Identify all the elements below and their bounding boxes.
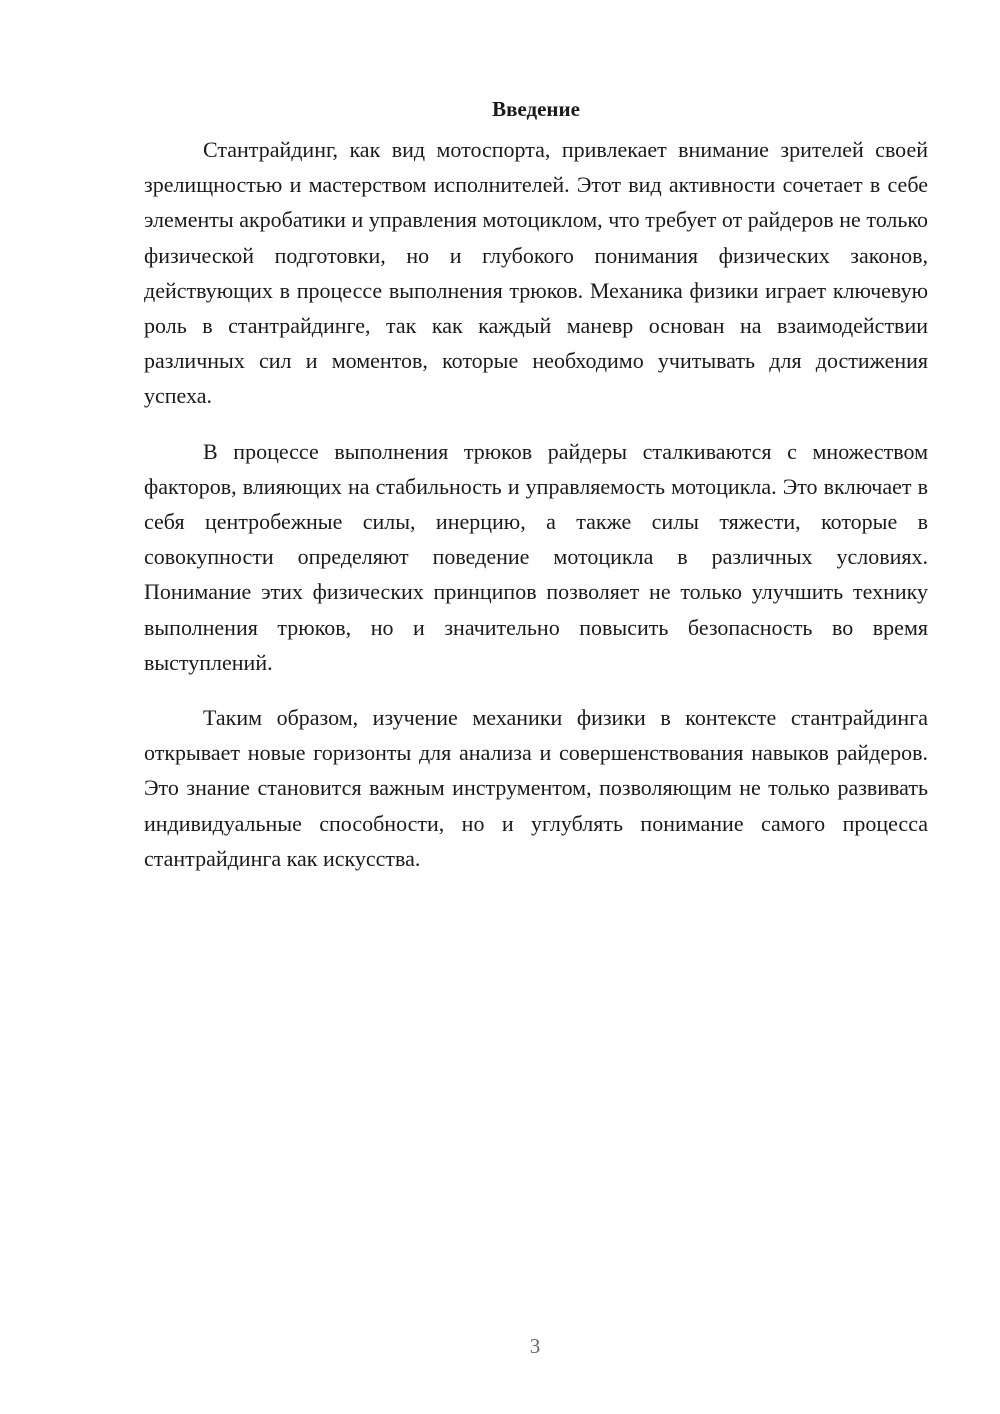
paragraph-1: Стантрайдинг, как вид мотоспорта, привлекает внимание зрителей своей зрелищностью и мастерством исполнителей. Этот вид активности сочетает в себе элементы акробатики и управления мотоциклом, что требует от райдеров не только физической подготовки, но и глубокого понимания физических законов, действующих в процессе выполнения трюков. Механика физики играет ключевую роль в стантрайдинге, так как каждый маневр основан на взаимодействии различных сил и моментов, которые необходимо учитывать для достижения успеха. bbox=[144, 137, 928, 409]
section-heading: Введение bbox=[492, 97, 580, 121]
paragraph-2: В процессе выполнения трюков райдеры сталкиваются с множеством факторов, влияющих на стабильность и управляемость мотоцикла. Это включает в себя центробежные силы, инерцию, а также силы тяжести, которые в совокупности определяют поведение мотоцикла в различных условиях. Понимание этих физических принципов позволяет не только улучшить технику выполнения трюков, но и значительно повысить безопасность во время выступлений. bbox=[144, 438, 928, 675]
page-content bbox=[144, 92, 928, 896]
paragraph-3: Таким образом, изучение механики физики в контексте стантрайдинга открывает новые горизонты для анализа и совершенствования навыков райдеров. Это знание становится важным инструментом, позволяющим не только развивать индивидуальные способности, но и углублять понимание самого процесса стантрайдинга как искусства. bbox=[144, 705, 928, 871]
page-number: 3 bbox=[529, 1334, 541, 1358]
